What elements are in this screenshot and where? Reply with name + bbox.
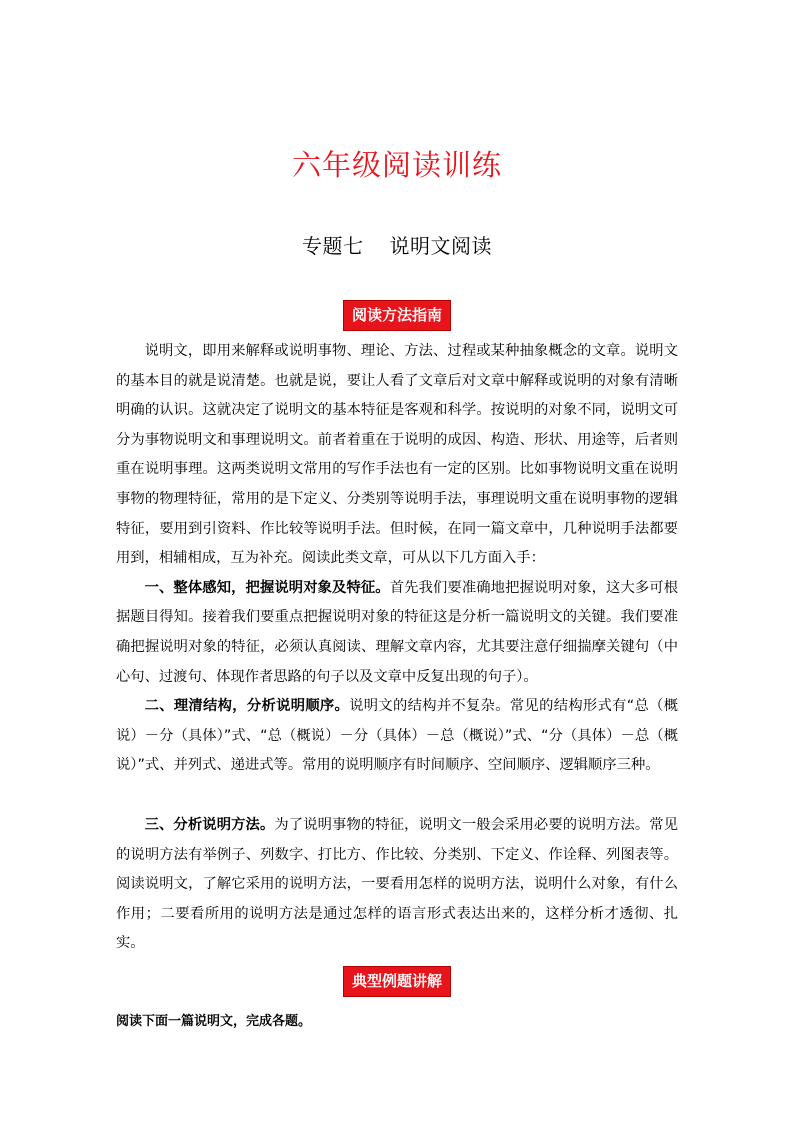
point-paragraph-2 xyxy=(116,692,678,781)
section-badge-wrapper xyxy=(0,300,794,331)
point-text-1: 首先我们要准确地把握说明对象，这大多可根据题目得知。接着我们要重点把握说明对象的特征这是分析一篇说明文的关键。我们要准确把握说明对象的特征，必须认真阅读、理解文章内容，尤其要注意仔细揣摩关键句（中心句、过渡句、体现作者思路的句子以及文章中反复出现的句子）。 xyxy=(116,579,679,685)
point-text-3: 为了说明事物的特征，说明文一般会采用必要的说明方法。常见的说明方法有举例子、列数字、打比方、作比较、分类别、下定义、作诠释、列图表等。阅读说明文，了解它采用的说明方法，一要看用怎样的说明方法，说明什么对象，有什么作用；二要看所用的说明方法是通过怎样的语言形式表达出来的，这样分析才透彻、扎实。 xyxy=(116,816,679,952)
subtitle-topic: 专题七 xyxy=(302,234,364,258)
page-subtitle xyxy=(0,230,794,259)
point-heading-3: 三、分析说明方法。 xyxy=(144,816,275,833)
guide-body xyxy=(116,337,678,959)
point-paragraph-3 xyxy=(116,811,678,959)
subtitle-name: 说明文阅读 xyxy=(389,234,492,258)
point-text-2: 说明文的结构并不复杂。常见的结构形式有“总（概说）－分（具体）”式、“总（概说）－分（具体）－总（概说）”式、“分（具体）－总（概说）”式、并列式、递进式等。常用的说明顺序有时间顺序、空间顺序、逻辑顺序三种。 xyxy=(116,698,679,774)
section-badge-examples: 典型例题讲解 xyxy=(343,966,451,997)
point-paragraph-1 xyxy=(116,574,678,692)
page-title: 六年级阅读训练 xyxy=(291,148,502,182)
exercise-intro: 阅读下面一篇说明文，完成各题。 xyxy=(116,1014,312,1029)
paragraph-spacer xyxy=(116,781,678,811)
section-badge-reading-guide: 阅读方法指南 xyxy=(343,300,451,331)
intro-paragraph: 说明文，即用来解释或说明事物、理论、方法、过程或某种抽象概念的文章。说明文的基本目的就是说清楚。也就是说，要让人看了文章后对文章中解释或说明的对象有清晰明确的认识。这就决定了说明文的基本特征是客观和科学。按说明的对象不同，说明文可分为事物说明文和事理说明文。前者着重在于说明的成因、构造、形状、用途等，后者则重在说明事理。这两类说明文常用的写作手法也有一定的区别。比如事物说明文重在说明事物的物理特征，常用的是下定义、分类别等说明手法，事理说明文重在说明事物的逻辑特征，要用到引资料、作比较等说明手法。但时候，在同一篇文章中，几种说明手法都要用到，相辅相成，互为补充。阅读此类文章，可从以下几方面入手： xyxy=(116,343,678,567)
point-heading-2: 二、理清结构，分析说明顺序。 xyxy=(144,698,350,715)
section-badge-wrapper-2 xyxy=(0,966,794,997)
point-heading-1: 一、整体感知，把握说明对象及特征。 xyxy=(144,579,390,596)
